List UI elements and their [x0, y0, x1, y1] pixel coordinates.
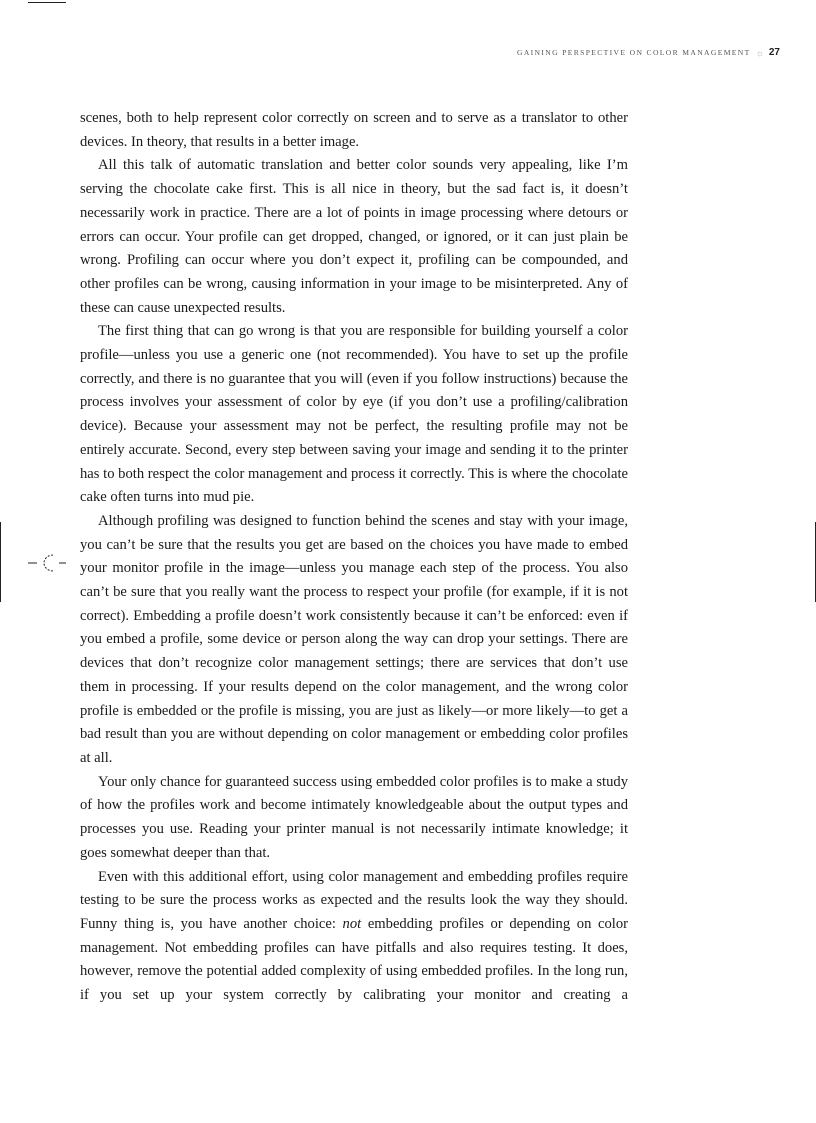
- paragraph-text: Although profiling was designed to function behind the scenes and stay with your image, you can’t be sure that the results you get are based on the choices you have made to embed your monitor profile in the image—unless you manage each step of the process. You also can’t be sure that you really want the process to respect your profile (for example, if it is not correct). Embedding a profile doesn’t work consistently because it can’t be enforced: even if you embed a profile, some device or person along the way can drop your settings. There are devices that don’t recognize color management settings; there are services that don’t use them in processing. If your results depend on the color management, and the wrong color profile is embedded or the profile is missing, you are just as likely—or more likely—to get a bad result than you are without depending on color management or embedding color profiles at all.: [80, 512, 628, 766]
- crop-mark-top: [28, 0, 66, 3]
- running-head-title: GAINING PERSPECTIVE ON COLOR MANAGEMENT: [516, 48, 751, 57]
- paragraph: [80, 510, 628, 771]
- paragraph-text: Your only chance for guaranteed success using embedded color profiles is to make a study of how the profiles work and become intimately knowledgeable about the output types and processes you use. Reading your printer manual is not necessarily intimate knowledge; it goes somewhat deeper than that.: [80, 773, 628, 861]
- body-text: [80, 107, 628, 1008]
- paragraph-text: Even with this additional effort, using color management and embedding profiles require testing to be sure the process works as expected and the results look the way they should. Funny thing is, you have another choice:: [80, 868, 628, 932]
- registration-mark-icon: [28, 552, 68, 574]
- paragraph: [80, 320, 628, 510]
- emphasis-text: not: [342, 915, 362, 932]
- paragraph: [80, 771, 628, 866]
- paragraph: [80, 107, 628, 154]
- registration-line-left: [0, 522, 1, 602]
- sun-ornament-icon: ☼: [755, 47, 764, 58]
- running-head: [517, 47, 780, 58]
- paragraph-text: All this talk of automatic translation and better color sounds very appealing, like I’m serving the chocolate cake first. This is all nice in theory, but the sad fact is, it doesn’t necessarily work in practice. There are a lot of points in image processing where detours or errors can occur. Your profile can get dropped, changed, or ignored, or it can just plain be wrong. Profiling can occur where you don’t expect it, profiling can be compounded, and other profiles can be wrong, causing information in your image to be misinterpreted. Any of these can cause unexpected results.: [80, 157, 628, 316]
- paragraph: [80, 154, 628, 320]
- paragraph: [80, 866, 628, 1008]
- paragraph-text: The first thing that can go wrong is that you are responsible for building yourself a color profile—unless you use a generic one (not recommended). You have to set up the profile correctly, and there is no guarantee that you will (even if you follow instructions) because the process involves your assessment of color by eye (if you don’t use a profiling/​calibration device). Because your assessment may not be perfect, the resulting profile may not be entirely accurate. Second, every step between saving your image and sending it to the printer has to both respect the color management and process it correctly. This is where the chocolate cake often turns into mud pie.: [80, 323, 628, 506]
- page-number: 27: [768, 47, 780, 58]
- paragraph-text: scenes, both to help represent color correctly on screen and to serve as a translator to other devices. In theory, that results in a better image.: [80, 110, 628, 150]
- paragraph-text: embedding profiles or depending on color management. Not embedding profiles can have pitfalls and also requires testing. It does, however, remove the potential added complexity of using embedded profiles. In the long run, if you set up your system correctly by calibrating your monitor and creating a: [80, 915, 629, 1004]
